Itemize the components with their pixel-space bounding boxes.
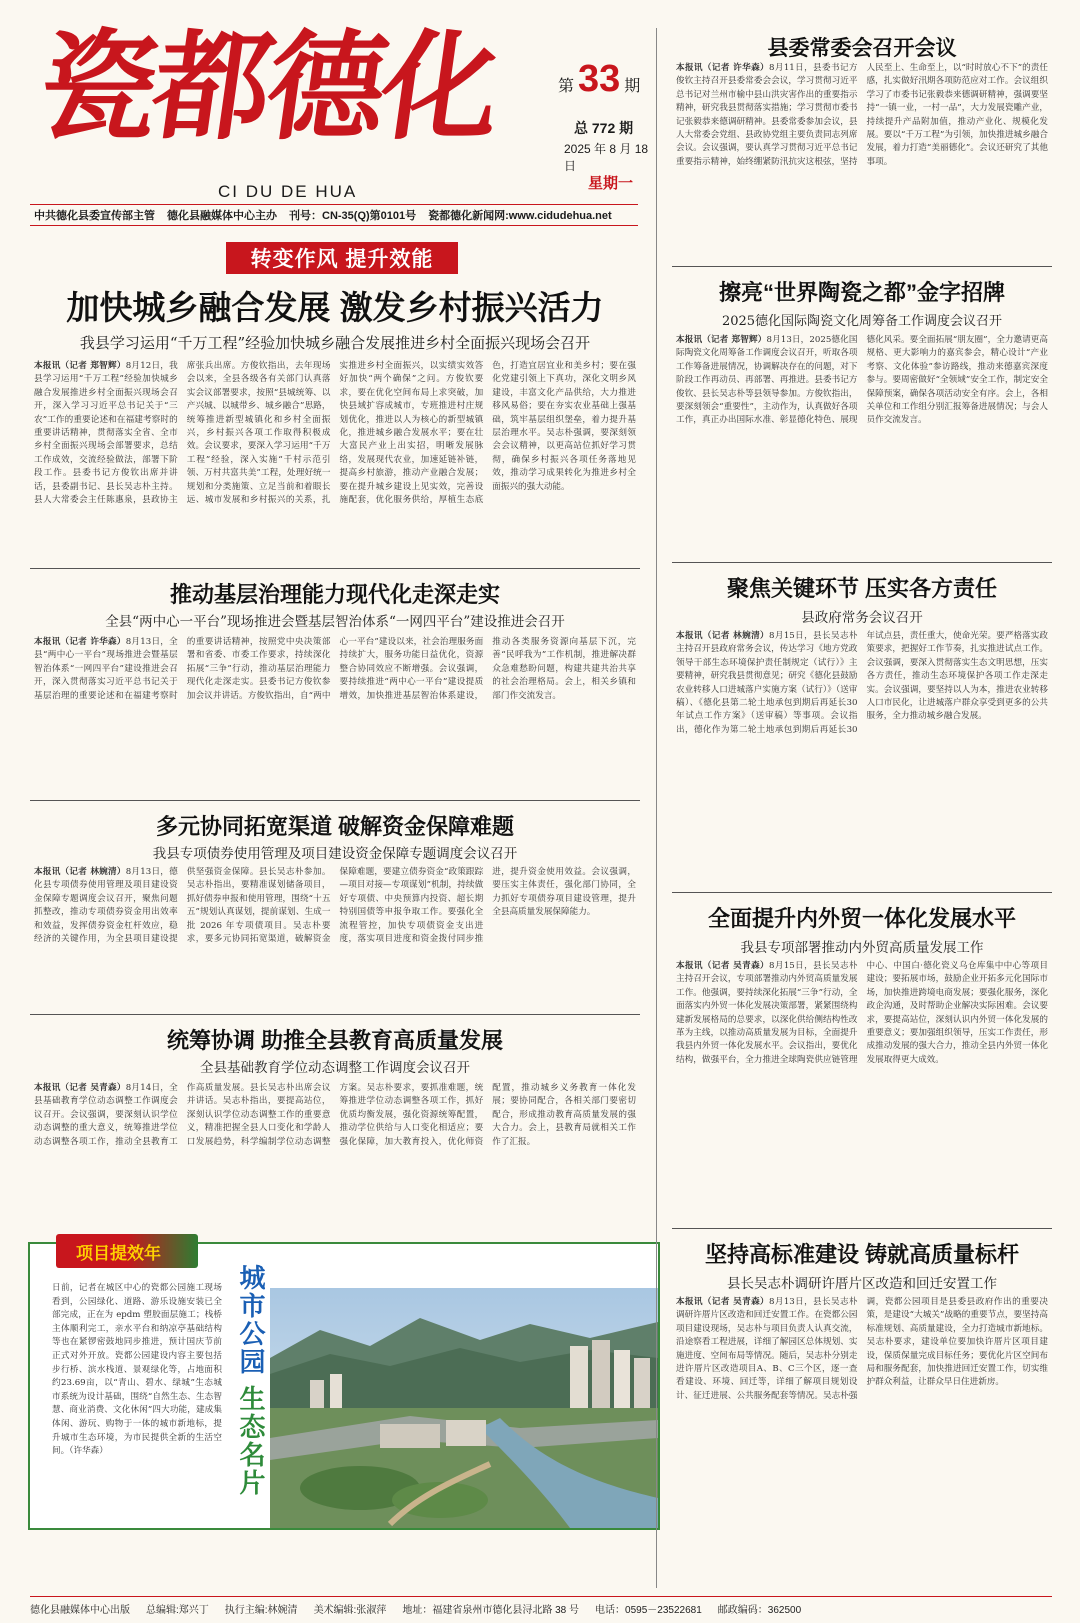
serial-number: 刊号：CN-35(Q)第0101号 (289, 210, 417, 222)
divider (672, 562, 1052, 563)
total-issue: 总 772 期 (574, 120, 634, 136)
article-3-body (34, 866, 636, 1008)
feature-banner (56, 1234, 198, 1268)
publisher: 德化县融媒体中心主办 (167, 210, 277, 222)
city-park-photo-illustration (270, 1288, 658, 1528)
feature-box (28, 1242, 660, 1530)
issue-prefix: 第 (558, 78, 575, 95)
article-7-text: 8月15日，县长吴志朴主持召开县政府常务会议，传达学习《地方党政领导干部生态环境保护责任制规定（试行）》主要精神，研究我县贯彻意见；研究《德化县鼓励农业转移人口进城落户实施方案（试行）》（送审稿）、《德化县第二轮土地承包到期后再延长30年试点工作方案》（送审稿）等事项。会议指出，德化作为第二轮土地承包到期后再延长30年试点县，责任重大，使命光荣。要严格落实政策要求，把握好工作节奏，扎实推进试点工作。会议强调，要深入贯彻落实生态文明思想，压实各方责任，推动生态环境保护各项工作走深走实。会议强调，要坚持以人为本，推进农业转移人口市民化，让进城落户群众享受到更多的公共服务，全力推动城乡融合发展。 (676, 631, 1048, 735)
article-2-byline: 本报讯（记者 许华森） (34, 637, 126, 647)
article-7-body (676, 630, 1048, 886)
article-3-title[interactable]: 多元协同拓宽渠道 破解资金保障难题 (155, 814, 515, 839)
article-1-subtitle: 我县学习运用“千万工程”经验加快城乡融合发展推进乡村全面振兴现场会召开 (79, 334, 591, 352)
article-4-subtitle: 全县基础教育学位动态调整工作调度会议召开 (200, 1060, 470, 1076)
article-6-text: 8月13日，2025德化国际陶瓷文化周筹备工作调度会议召开，听取各项工作筹备进展情况，协调解决存在的问题，对下阶段工作再动员、再部署、再推进。县委书记方俊钦、县长吴志朴等县领导参加。方俊钦指出，要深刻领会“重要性”，主动作为，认真做好各项工作，真正办出国际水准、彰显德化特色、展现德化风采。要全面拓展“朋友圈”，全力邀请更高规格、更大影响力的嘉宾参会，精心设计“产业考察、文化体验”参访路线，推动来德嘉宾深度参与。要周密做好“全领域”安全工作，制定安全保障预案，确保各项活动安全有序。会上，各相关单位和工作组分别汇报筹备进展情况；与会人员作交流发言。 (676, 335, 1048, 426)
footer (30, 1596, 1052, 1616)
article-7-byline: 本报讯（记者 林婉清） (676, 631, 770, 641)
issue-suffix: 期 (624, 78, 641, 95)
article-8-byline: 本报讯（记者 吴青森） (676, 961, 770, 971)
article-5-body (676, 62, 1048, 260)
article-6-subtitle: 2025德化国际陶瓷文化周筹备工作调度会议召开 (721, 314, 1003, 329)
article-9-subtitle: 县长吴志朴调研许厝片区改造和回迁安置工作 (727, 1276, 997, 1292)
column-divider (656, 28, 657, 1588)
article-5-byline: 本报讯（记者 许华森） (676, 63, 770, 73)
article-2-body (34, 636, 636, 796)
article-4-body (34, 1082, 636, 1230)
divider (30, 800, 640, 801)
feature-caption-part2: 生态名片 (236, 1385, 266, 1498)
weekday: 星期一 (588, 175, 634, 192)
article-1-byline: 本报讯（记者 郑智辉） (34, 361, 126, 371)
article-2-title[interactable]: 推动基层治理能力现代化走深走实 (169, 582, 500, 607)
issue-number (558, 58, 640, 101)
feature-caption (230, 1264, 266, 1526)
footer-art-editor: 美术编辑:张淑萍 (313, 1605, 387, 1616)
article-2-text: 8月13日，全县“两中心一平台”现场推进会暨基层智治体系“一网四平台”建设推进会召开，深入贯彻落实习近平总书记关于基层治理的重要论述和在福建考察时的重要讲话精神，按照党中央决策部署和省委、市委工作要求，持续深化拓展“三争”行动，推动基层治理能力现代化走深走实。县委书记方俊钦参加会议并讲话。方俊钦指出，自“两中心一平台”建设以来，社会治理服务面持续扩大，服务功能日益优化，资源整合协同效应不断增强。会议强调，要持续推进“两中心一平台”建设提质增效，加快推进基层智治体系建设，推动各类服务资源向基层下沉，完善“民呼我为”工作机制，推进解决群众急难愁盼问题，构建共建共治共享的社会治理格局。会上，相关乡镇和部门作交流发言。 (34, 637, 636, 701)
city-park-photo[interactable] (270, 1288, 658, 1528)
slogan-banner: 转变作风 提升效能 (226, 242, 458, 274)
article-3-byline: 本报讯（记者 林婉清） (34, 867, 126, 877)
article-4-title[interactable]: 统筹协调 助推全县教育高质量发展 (166, 1028, 504, 1053)
article-4-text: 8月14日，全县基础教育学位动态调整工作调度会议召开。会议强调，要深刻认识学位动态调整的重大意义，统筹推进学位动态调整各项工作，推动全县教育工作高质量发展。县长吴志朴出席会议并讲话。吴志朴指出，要提高站位，深刻认识学位动态调整工作的重要意义，精准把握全县人口变化和学龄人口发展趋势，科学编制学位动态调整方案。吴志朴要求，要抓准难题，统筹推进学位动态调整各项工作，抓好优质均衡发展，强化资源统筹配置，推动学位供给与人口变化相适应；要强化保障，加大教育投入，优化师资配置，推动城乡义务教育一体化发展；要协同配合，各相关部门要密切配合，形成推动教育高质量发展的强大合力。会上，县教育局就相关工作作了汇报。 (34, 1083, 636, 1147)
footer-exec-editor: 执行主编:林婉清 (224, 1605, 298, 1616)
divider (30, 1014, 640, 1015)
article-3-subtitle: 我县专项债券使用管理及项目建设资金保障专题调度会议召开 (152, 846, 518, 862)
article-7-title[interactable]: 聚焦关键环节 压实各方责任 (726, 576, 998, 601)
article-5-title[interactable]: 县委常委会召开会议 (767, 37, 957, 60)
feature-text: 日前，记者在城区中心的瓷都公园施工现场看到，公园绿化、道路、游乐设施安装已全部完成，正在为 epdm 塑胶面层施工；栈桥主体顺利完工，亲水平台和纳凉亭基础结构等也在紧锣密鼓地同步推进，预计国庆节前正式对外开放。瓷都公园建设内容主要包括步行桥、滨水栈道、景观绿化等，占地面积约23.69亩，以“青山、碧水、绿城”生态城市系统为设计基础，围绕“自然生态、生态智慧、商业消费、文化休闲”四大功能，建成集体闲、游玩、购物于一体的城市新地标，提升城市生态环境，为市民提供全新的生活空间。（许华森） (52, 1283, 222, 1457)
publisher-line (30, 204, 638, 226)
article-9-text: 8月13日，县长吴志朴调研许厝片区改造和回迁安置工作。在瓷都公园项目建设现场，吴志朴与项目负责人认真交流，沿途察看工程进展，详细了解园区总体规划、实施进度、空间布局等情况。随后，吴志朴分别走进许厝片区改造项目A、B、C三个区，逐一查看建设、环境、回迁等，详细了解项目规划设计、征迁进展、公共服务配套等情况。吴志朴强调，瓷都公园项目是县委县政府作出的重要决策，是建设“大城关”战略的重要节点，要坚持高标准规划、高质量建设，全力打造城市新地标。吴志朴要求，建设单位要加快许厝片区项目建设，保质保量完成目标任务；要优化片区空间布局和服务配套，加快推进回迁安置工作，切实维护群众利益，让群众早日住进新房。 (676, 1297, 1048, 1401)
article-6-title[interactable]: 擦亮“世界陶瓷之都”金字招牌 (718, 280, 1005, 305)
article-1-body (34, 360, 636, 560)
logo-pinyin: CI DU DE HUA (218, 182, 358, 201)
footer-address: 地址：福建省泉州市德化县浔北路 38 号 (402, 1605, 580, 1616)
footer-office: 德化县融媒体中心出版 (30, 1605, 130, 1616)
divider (672, 266, 1052, 267)
article-1-title[interactable]: 加快城乡融合发展 激发乡村振兴活力 (66, 289, 604, 326)
issue-number-value: 33 (578, 58, 621, 100)
article-9-byline: 本报讯（记者 吴青森） (676, 1297, 770, 1307)
divider (672, 892, 1052, 893)
article-6-body (676, 334, 1048, 556)
newspaper-logo: 瓷都德化 (30, 17, 506, 156)
article-5-text: 8月11日，县委书记方俊钦主持召开县委常委会会议，学习贯彻习近平总书记对兰州市榆中县山洪灾害作出的重要指示精神，研究我县贯彻落实措施；学习贯彻市委书记张毅恭来德调研精神。县委常委参加会议，县人大常委会党组、县政协党组主要负责同志列席会议。会议强调，要认真学习贯彻习近平总书记重要指示精神，始终绷紧防汛抗灾这根弦，坚持人民至上、生命至上，以“时时放心不下”的责任感，扎实做好汛期各项防范应对工作。会议组织学习了市委书记张毅恭来德调研精神，强调要坚持“一镇一业，一村一品”，大力发展瓷雕产业，持续提升产品附加值，推动产业化、规模化发展。要以“千万工程”为引领，加快推进城乡融合发展，着力打造“美丽德化”。会议还研究了其他事项。 (676, 63, 1048, 167)
divider (30, 568, 640, 569)
website-link[interactable]: 瓷都德化新闻网:www.cidudehua.net (428, 210, 612, 222)
footer-phone: 电话：0595－23522681 (595, 1605, 702, 1616)
article-8-text: 8月15日，县长吴志朴主持召开会议，专项部署推动内外贸高质量发展工作。他强调，要持续深化拓展“三争”行动，全面落实内外贸一体化发展决策部署，紧紧围绕构建新发展格局的总要求，以深化供给侧结构性改革为主线，以推动高质量发展为目标，全面提升我县内外贸一体化发展水平。会议指出，要优化结构，做强平台，全力推进全球陶瓷供应链管理中心、中国白·德化瓷义乌仓库集中中心等项目建设；要拓展市场，鼓励企业开拓多元化国际市场，加快推进跨境电商发展；要强化服务，深化政企沟通，及时帮助企业解决实际困难。会议要求，要提高站位，深刻认识内外贸一体化发展的重要意义；要加强组织领导，压实工作责任，形成推动发展的强大合力，推动全县内外贸一体化发展取得更大成效。 (676, 961, 1048, 1065)
article-7-subtitle: 县政府常务会议召开 (801, 610, 923, 626)
article-6-byline: 本报讯（记者 郑智辉） (676, 335, 767, 345)
article-9-body (676, 1296, 1048, 1588)
article-9-title[interactable]: 坚持高标准建设 铸就高质量标杆 (704, 1242, 1020, 1267)
sponsor: 中共德化县委宣传部主管 (34, 210, 155, 222)
article-3-text: 8月13日，德化县专项债券使用管理及项目建设资金保障专题调度会议召开，聚焦问题抓整改，推动专项债券资金用出效率和效益，发挥债券资金杠杆效应，稳经济的关键作用，为全县项目建设提供坚强资金保障。县长吴志朴参加。吴志朴指出，要精准谋划储备项目，抓好债券申报和使用管理，围绕“十五五”规划认真谋划，提前谋划、生成一批 2026 年专项债项目。吴志朴要求，要多元协同拓宽渠道，破解资金保障难题，要建立债券资金“政策跟踪—项目对接—专项谋划”机制，持续做好专项债、中央预算内投资、超长期特别国债等申报争取工作。要强化全流程管控，加快专项债资金支出进度，落实项目进度和资金拨付同步推进，提升资金使用效益。会议强调，要压实主体责任，强化部门协同，全力抓好专项债券项目建设管理，提升全县高质量发展保障能力。 (34, 867, 636, 945)
footer-postcode: 邮政编码：362500 (717, 1605, 802, 1616)
publish-date: 2025 年 8 月 18 日 (564, 142, 649, 173)
feature-banner-label: 项目提效年 (76, 1244, 161, 1263)
feature-caption-part1: 城市公园 (236, 1264, 266, 1376)
divider (672, 1228, 1052, 1229)
article-1-text: 8月12日，我县学习运用“千万工程”经验加快城乡融合发展推进乡村全面振兴现场会召开，深入学习习近平总书记关于“三农”工作的重要论述和在福建考察时的重要讲话精神，贯彻落实全省、全市乡村全面振兴现场会部署要求，总结工作成效，交流经验做法，部署下阶段工作。县委书记方俊钦出席并讲话，县委副书记、县长吴志朴主持。县人大常委会主任陈惠泉，县政协主席张兵出席。方俊钦指出，去年现场会以来，全县各级各有关部门认真落实会议部署要求，按照“县城统筹、以产兴城、以城带乡、城乡融合”思路，统筹推进新型城镇化和乡村全面振兴，乡村振兴各项工作取得积极成效。会议要求，要深入学习运用“千万工程”经验，深入实施“千村示范引领、万村共富共美”工程，处理好统一规划和分类施策、立足当前和着眼长远、城市发展和乡村振兴的关系，扎实推进乡村全面振兴，以实绩实效答好加快“两个确保”之问。方俊钦要求，要在优化空间布局上求突破，加快县域扩容成城市，专班推进村庄规划优化，推进以人为核心的新型城镇化，推进城乡融合发展水平；要在壮大富民产业上出实招，明晰发展脉络，发展现代农业，加速延链补链，提高乡村旅游，推动产业融合发展；要在提升城乡建设上见实效，完善设施配套，优化服务供给，厚植生态底色，打造宜居宜业和美乡村；要在强化党建引领上下真功，深化文明乡风建设，丰富文化产品供给，大力推进移风易俗；要在夯实农业基础上强基础，筑牢基层组织堡垒，着力提升基层治理水平。吴志朴强调，要深刻领会会议精神，以更高站位抓好学习贯彻，确保乡村振兴各项任务落地见效，推动学习成果转化为推进乡村全面振兴的强大动能。 (34, 361, 636, 506)
article-8-subtitle: 我县专项部署推动内外贸高质量发展工作 (740, 940, 984, 956)
footer-chief-editor: 总编辑:郑兴丁 (146, 1605, 209, 1616)
article-4-byline: 本报讯（记者 吴青森） (34, 1083, 126, 1093)
article-8-body (676, 960, 1048, 1222)
article-8-title[interactable]: 全面提升内外贸一体化发展水平 (707, 906, 1016, 931)
article-2-subtitle: 全县“两中心一平台”现场推进会暨基层智治体系“一网四平台”建设推进会召开 (105, 614, 565, 630)
